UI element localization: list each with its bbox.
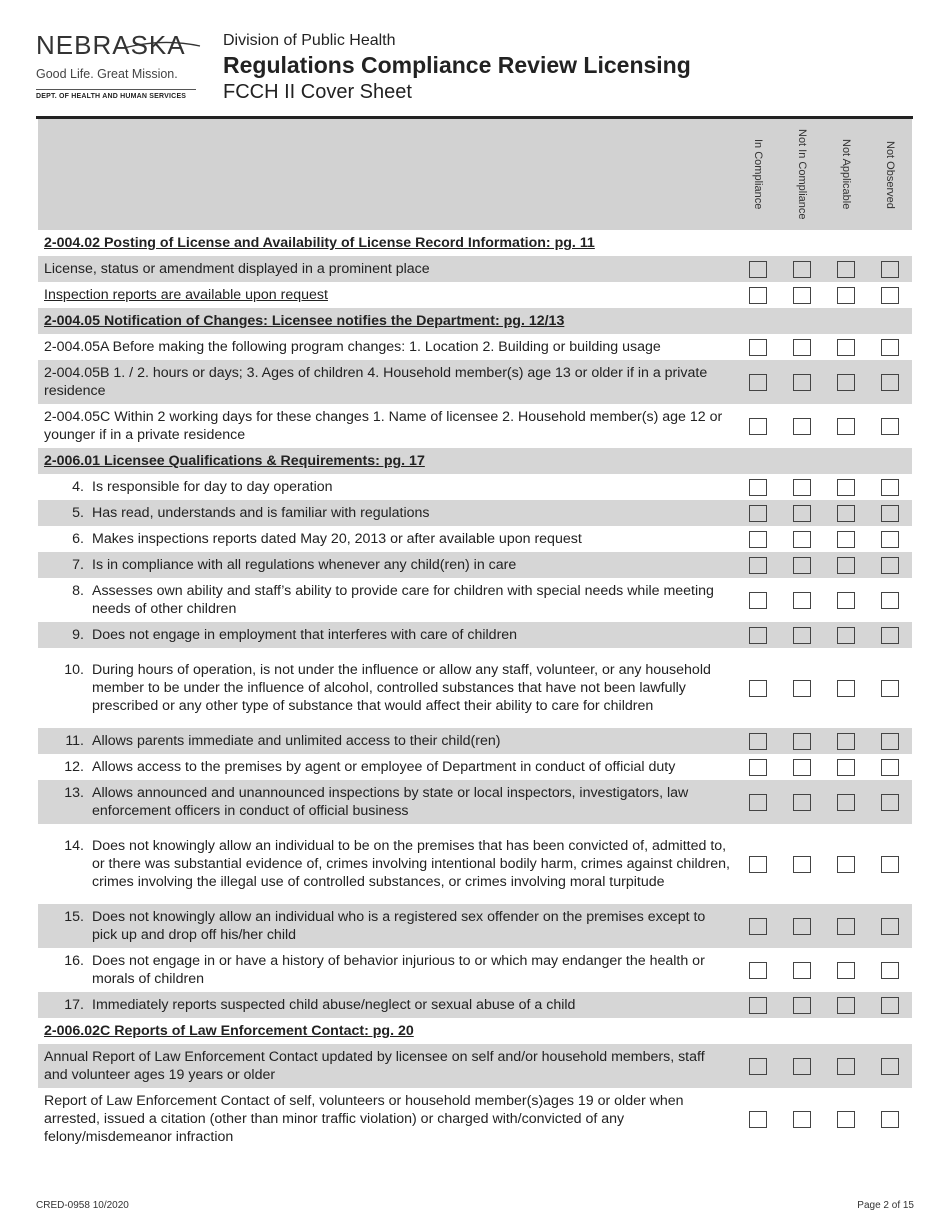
row-item [38,500,736,526]
not-in-compliance-checkbox[interactable] [793,592,811,609]
form-id: CRED-0958 10/2020 [36,1200,129,1211]
not-observed-checkbox[interactable] [881,962,899,979]
checkbox-cell [736,824,780,904]
section-header-row [38,230,912,256]
in-compliance-checkbox[interactable] [749,592,767,609]
table-row [38,474,912,500]
page-subtitle: FCCH II Cover Sheet [223,81,412,103]
table-row [38,552,912,578]
checkbox-cell [824,500,868,526]
col-label: Not Applicable [840,139,852,210]
table-row [38,500,912,526]
checkbox-cell [780,728,824,754]
item-text: Report of Law Enforcement Contact of self, volunteers or household member(s)ages 19 or older when arrested, issued a citation (other than minor traffic violation) or charged with/convicted of any felony/misdemeanor infraction [44,1093,684,1145]
in-compliance-checkbox[interactable] [749,962,767,979]
numbered-item [44,504,730,522]
table-row [38,334,912,360]
not-in-compliance-checkbox[interactable] [793,1058,811,1075]
checkbox-cell [868,282,912,308]
checkbox-cell [868,622,912,648]
checkbox-cell [736,474,780,500]
not-applicable-checkbox[interactable] [837,261,855,278]
in-compliance-checkbox[interactable] [749,1058,767,1075]
not-in-compliance-checkbox[interactable] [793,794,811,811]
not-observed-checkbox[interactable] [881,339,899,356]
item-text: During hours of operation, is not under the influence or allow any staff, volunteer, or any household member to be under the influence of alcohol, controlled substances that have not been lawfully prescribed or any other type of substance that would affect their ability to care for children [92,662,711,714]
item-text: 2-004.05B 1. / 2. hours or days; 3. Ages of children 4. Household member(s) age 13 or older if in a private residence [38,360,736,404]
row-item [38,578,736,622]
numbered-item [44,582,730,618]
checkbox-cell [824,1088,868,1150]
in-compliance-checkbox[interactable] [749,374,767,391]
checkbox-cell [868,824,912,904]
numbered-item [44,556,730,574]
checkbox-cell [780,1088,824,1150]
not-applicable-checkbox[interactable] [837,794,855,811]
checkbox-cell [868,256,912,282]
not-applicable-checkbox[interactable] [837,479,855,496]
col-not-observed [868,119,912,230]
checkbox-cell [780,282,824,308]
item-text: Makes inspections reports dated May 20, 2013 or after available upon request [92,531,582,547]
table-row [38,780,912,824]
not-applicable-checkbox[interactable] [837,759,855,776]
section-title: 2-006.01 Licensee Qualifications & Requirements: pg. 17 [38,448,912,474]
item-text: 2-004.05A Before making the following program changes: 1. Location 2. Building or building usage [44,339,661,355]
not-in-compliance-checkbox[interactable] [793,479,811,496]
checkbox-cell [824,648,868,728]
item-text: Is responsible for day to day operation [92,479,333,495]
checkbox-cell [868,360,912,404]
nebraska-logo [36,30,206,100]
row-item [38,754,736,780]
in-compliance-checkbox[interactable] [749,287,767,304]
not-in-compliance-checkbox[interactable] [793,374,811,391]
in-compliance-checkbox[interactable] [749,918,767,935]
not-applicable-checkbox[interactable] [837,557,855,574]
item-number: 7. [72,557,84,573]
item-text: Does not knowingly allow an individual who is a registered sex offender on the premises except to pick up and drop off his/her child [92,909,706,943]
checkbox-cell [780,904,824,948]
checkbox-cell [868,754,912,780]
not-observed-checkbox[interactable] [881,918,899,935]
checkbox-cell [824,780,868,824]
numbered-item [44,908,730,944]
checkbox-cell [736,948,780,992]
not-observed-checkbox[interactable] [881,505,899,522]
checkbox-cell [824,256,868,282]
not-in-compliance-checkbox[interactable] [793,1111,811,1128]
numbered-item [44,732,730,750]
checkbox-cell [736,1044,780,1088]
not-observed-checkbox[interactable] [881,733,899,750]
section-header-row [38,308,912,334]
item-text: Has read, understands and is familiar with regulations [92,505,430,521]
logo-name: NEBRASKA [36,30,186,60]
checkbox-cell [868,992,912,1018]
checkbox-cell [824,622,868,648]
not-observed-checkbox[interactable] [881,592,899,609]
item-number: 17. [64,997,84,1013]
not-in-compliance-checkbox[interactable] [793,531,811,548]
item-number: 6. [72,531,84,547]
not-applicable-checkbox[interactable] [837,505,855,522]
not-observed-checkbox[interactable] [881,261,899,278]
checkbox-cell [780,648,824,728]
checkbox-cell [780,948,824,992]
title-block [223,32,691,104]
page-header [36,30,916,114]
row-item [38,992,736,1018]
checkbox-cell [780,622,824,648]
checkbox-cell [824,404,868,448]
item-text: Does not engage in employment that interferes with care of children [92,627,518,643]
table-row [38,648,912,728]
table-row [38,1088,912,1150]
item-text: License, status or amendment displayed in a prominent place [38,256,736,282]
checkbox-cell [736,526,780,552]
not-observed-checkbox[interactable] [881,794,899,811]
checkbox-cell [824,992,868,1018]
checkbox-cell [824,948,868,992]
checkbox-cell [780,578,824,622]
checkbox-cell [736,754,780,780]
item-number: 8. [72,583,84,599]
not-in-compliance-checkbox[interactable] [793,505,811,522]
col-not-in-compliance [780,119,824,230]
table-row [38,754,912,780]
numbered-item [44,758,730,776]
not-applicable-checkbox[interactable] [837,627,855,644]
checkbox-cell [736,1088,780,1150]
item-text: Allows parents immediate and unlimited access to their child(ren) [92,733,501,749]
numbered-item [44,784,730,820]
not-in-compliance-checkbox[interactable] [793,759,811,776]
row-item [38,948,736,992]
not-in-compliance-checkbox[interactable] [793,627,811,644]
item-number: 15. [64,909,84,925]
not-observed-checkbox[interactable] [881,997,899,1014]
not-applicable-checkbox[interactable] [837,531,855,548]
not-in-compliance-checkbox[interactable] [793,918,811,935]
row-item [38,474,736,500]
not-applicable-checkbox[interactable] [837,418,855,435]
not-observed-checkbox[interactable] [881,680,899,697]
not-observed-checkbox[interactable] [881,287,899,304]
checkbox-cell [780,404,824,448]
section-title: 2-004.05 Notification of Changes: Licensee notifies the Department: pg. 12/13 [38,308,912,334]
col-in-compliance [736,119,780,230]
col-label: Not In Compliance [796,129,808,220]
checkbox-cell [736,904,780,948]
item-number: 16. [64,953,84,969]
not-applicable-checkbox[interactable] [837,592,855,609]
checkbox-cell [736,728,780,754]
not-applicable-checkbox[interactable] [837,680,855,697]
checkbox-cell [780,992,824,1018]
not-observed-checkbox[interactable] [881,557,899,574]
in-compliance-checkbox[interactable] [749,997,767,1014]
not-applicable-checkbox[interactable] [837,374,855,391]
table-row [38,360,912,404]
in-compliance-checkbox[interactable] [749,733,767,750]
item-text: 2-004.05C Within 2 working days for these changes 1. Name of licensee 2. Household member(s) age 12 or younger if in a private residence [44,409,723,443]
not-in-compliance-checkbox[interactable] [793,856,811,873]
item-text: Annual Report of Law Enforcement Contact updated by licensee on self and/or household members, staff and volunteer ages 19 years or older [38,1044,736,1088]
not-applicable-checkbox[interactable] [837,339,855,356]
item-number: 13. [64,785,84,801]
row-item [38,526,736,552]
in-compliance-checkbox[interactable] [749,1111,767,1128]
not-in-compliance-checkbox[interactable] [793,557,811,574]
checkbox-cell [824,754,868,780]
checkbox-cell [736,648,780,728]
not-observed-checkbox[interactable] [881,531,899,548]
table-row [38,282,912,308]
col-label: In Compliance [752,139,764,210]
checkbox-cell [780,500,824,526]
checkbox-cell [780,334,824,360]
checkbox-cell [868,728,912,754]
not-applicable-checkbox[interactable] [837,962,855,979]
checkbox-cell [868,780,912,824]
not-observed-checkbox[interactable] [881,1058,899,1075]
not-observed-checkbox[interactable] [881,374,899,391]
numbered-item [44,837,730,891]
in-compliance-checkbox[interactable] [749,505,767,522]
checkbox-cell [868,404,912,448]
item-text: Allows announced and unannounced inspections by state or local inspectors, investigators, law enforcement officers in conduct of official business [92,785,689,819]
table-row [38,824,912,904]
checkbox-cell [824,552,868,578]
numbered-item [44,661,730,715]
logo-divider [36,89,196,90]
numbered-item [44,626,730,644]
not-in-compliance-checkbox[interactable] [793,680,811,697]
not-in-compliance-checkbox[interactable] [793,261,811,278]
not-observed-checkbox[interactable] [881,856,899,873]
checkbox-cell [736,360,780,404]
checkbox-cell [736,780,780,824]
checkbox-cell [736,500,780,526]
row-item [38,728,736,754]
item-number: 11. [65,733,84,749]
checkbox-cell [780,780,824,824]
row-item [38,648,736,728]
not-in-compliance-checkbox[interactable] [793,962,811,979]
checkbox-cell [824,334,868,360]
section-header-row [38,448,912,474]
compliance-table [38,119,912,1150]
not-applicable-checkbox[interactable] [837,733,855,750]
checkbox-cell [824,282,868,308]
row-item [38,622,736,648]
item-text: Immediately reports suspected child abuse/neglect or sexual abuse of a child [92,997,576,1013]
item-number: 5. [72,505,84,521]
not-observed-checkbox[interactable] [881,759,899,776]
checkbox-cell [868,948,912,992]
table-row [38,256,912,282]
checkbox-cell [824,824,868,904]
checkbox-cell [824,728,868,754]
in-compliance-checkbox[interactable] [749,759,767,776]
row-item [38,824,736,904]
in-compliance-checkbox[interactable] [749,479,767,496]
not-in-compliance-checkbox[interactable] [793,287,811,304]
logo-swoosh-icon [122,34,202,54]
item-number: 9. [72,627,84,643]
section-header-row [38,1018,912,1044]
row-item [38,904,736,948]
checkbox-cell [780,474,824,500]
checkbox-cell [868,904,912,948]
checkbox-cell [736,992,780,1018]
item-number: 14. [64,838,84,854]
table-row [38,904,912,948]
checkbox-cell [868,552,912,578]
not-in-compliance-checkbox[interactable] [793,997,811,1014]
checkbox-cell [780,256,824,282]
numbered-item [44,530,730,548]
not-applicable-checkbox[interactable] [837,856,855,873]
not-applicable-checkbox[interactable] [837,287,855,304]
not-applicable-checkbox[interactable] [837,1111,855,1128]
in-compliance-checkbox[interactable] [749,418,767,435]
table-row [38,578,912,622]
checkbox-cell [736,622,780,648]
column-header-row [38,119,912,230]
not-applicable-checkbox[interactable] [837,918,855,935]
checkbox-cell [736,256,780,282]
in-compliance-checkbox[interactable] [749,627,767,644]
not-applicable-checkbox[interactable] [837,997,855,1014]
page-number: Page 2 of 15 [857,1200,914,1211]
page-title: Regulations Compliance Review Licensing [223,52,691,78]
section-title: 2-004.02 Posting of License and Availability of License Record Information: pg. 11 [44,235,595,251]
checkbox-cell [824,360,868,404]
checkbox-cell [868,578,912,622]
in-compliance-checkbox[interactable] [749,339,767,356]
not-observed-checkbox[interactable] [881,1111,899,1128]
table-row [38,992,912,1018]
checkbox-cell [780,754,824,780]
not-applicable-checkbox[interactable] [837,1058,855,1075]
checkbox-cell [868,648,912,728]
checkbox-cell [736,578,780,622]
item-number: 10. [64,662,84,678]
col-label: Not Observed [884,140,896,209]
not-observed-checkbox[interactable] [881,479,899,496]
item-text: Does not engage in or have a history of behavior injurious to or which may endanger the health or morals of children [92,953,705,987]
row-item [38,780,736,824]
logo-tagline: Good Life. Great Mission. [36,67,178,81]
in-compliance-checkbox[interactable] [749,856,767,873]
checkbox-cell [736,404,780,448]
table-row [38,948,912,992]
checkbox-cell [868,500,912,526]
in-compliance-checkbox[interactable] [749,557,767,574]
item-text: Assesses own ability and staff’s ability to provide care for children with special needs while meeting needs of other children [92,583,714,617]
checkbox-cell [868,474,912,500]
checkbox-cell [780,360,824,404]
in-compliance-checkbox[interactable] [749,680,767,697]
not-observed-checkbox[interactable] [881,418,899,435]
logo-dept: DEPT. OF HEALTH AND HUMAN SERVICES [36,93,187,100]
checkbox-cell [736,282,780,308]
checkbox-cell [780,824,824,904]
checkbox-cell [868,334,912,360]
checkbox-cell [780,1044,824,1088]
checkbox-cell [868,1044,912,1088]
checkbox-cell [868,526,912,552]
item-text: Is in compliance with all regulations whenever any child(ren) in care [92,557,517,573]
checkbox-cell [780,552,824,578]
checkbox-cell [736,334,780,360]
table-row [38,526,912,552]
not-in-compliance-checkbox[interactable] [793,339,811,356]
checkbox-cell [824,474,868,500]
table-row [38,728,912,754]
numbered-item [44,952,730,988]
checkbox-cell [824,578,868,622]
checkbox-cell [736,552,780,578]
in-compliance-checkbox[interactable] [749,794,767,811]
checkbox-cell [824,904,868,948]
item-text: Does not knowingly allow an individual to be on the premises that has been convicted of, admitted to, or there was substantial evidence of, crimes involving intentional bodily harm, crimes against children, crimes involving the illegal use of controlled substances, or crimes involving moral turpitude [92,838,730,890]
not-in-compliance-checkbox[interactable] [793,733,811,750]
table-row [38,404,912,448]
col-not-applicable [824,119,868,230]
not-in-compliance-checkbox[interactable] [793,418,811,435]
checkbox-cell [780,526,824,552]
table-row [38,622,912,648]
item-text: Inspection reports are available upon request [44,287,328,303]
checkbox-cell [824,526,868,552]
table-row [38,1044,912,1088]
item-number: 12. [64,759,84,775]
in-compliance-checkbox[interactable] [749,531,767,548]
numbered-item [44,996,730,1014]
checkbox-cell [868,1088,912,1150]
checkbox-cell [824,1044,868,1088]
header-blank [38,119,736,230]
division-label: Division of Public Health [223,32,396,49]
numbered-item [44,478,730,496]
item-text: Allows access to the premises by agent or employee of Department in conduct of official duty [92,759,676,775]
in-compliance-checkbox[interactable] [749,261,767,278]
not-observed-checkbox[interactable] [881,627,899,644]
section-title: 2-006.02C Reports of Law Enforcement Contact: pg. 20 [44,1023,414,1039]
item-number: 4. [72,479,84,495]
row-item [38,552,736,578]
